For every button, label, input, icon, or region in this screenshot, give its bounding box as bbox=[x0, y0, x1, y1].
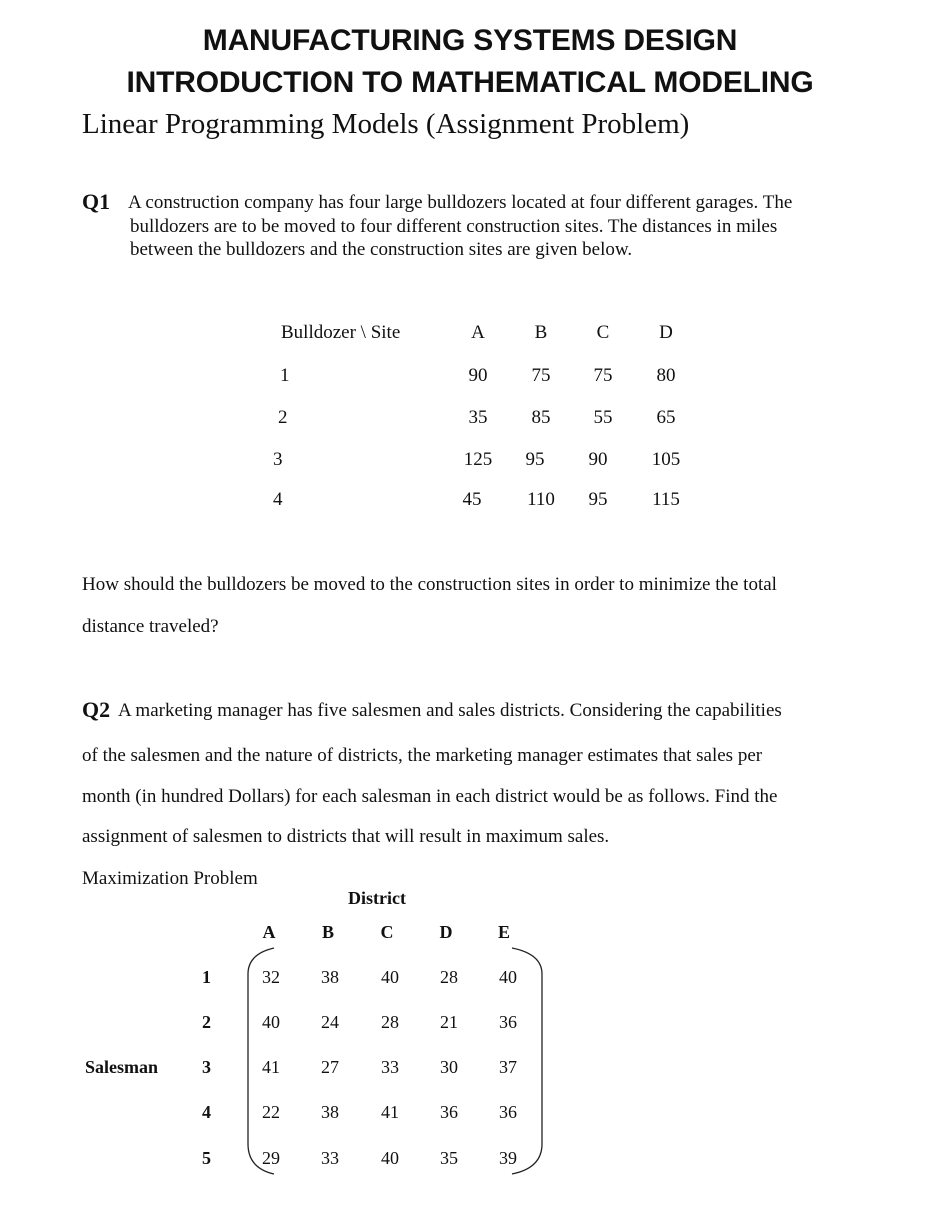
q1-text-line-3: between the bulldozers and the construction sites are given below. bbox=[130, 239, 633, 260]
q2-row-label: 2 bbox=[202, 1012, 211, 1032]
q1-question-line-1: How should the bulldozers be moved to the construction sites in order to minimize the total bbox=[82, 574, 777, 595]
q2-row-label: 3 bbox=[202, 1057, 211, 1077]
q1-cell: 65 bbox=[656, 407, 676, 428]
q2-cell: 36 bbox=[499, 1012, 517, 1032]
q1-cell: 35 bbox=[468, 407, 488, 428]
q2-row-group-label: Salesman bbox=[85, 1057, 159, 1077]
q1-row-label: 2 bbox=[278, 407, 288, 428]
q2-cell: 29 bbox=[262, 1148, 280, 1168]
q1-cell: 85 bbox=[531, 407, 551, 428]
q2-cell: 22 bbox=[262, 1102, 280, 1122]
q1-cell: 115 bbox=[652, 489, 680, 510]
q1-row-label: 3 bbox=[273, 449, 283, 470]
title-line-2: INTRODUCTION TO MATHEMATICAL MODELING bbox=[126, 66, 814, 99]
q2-cell: 40 bbox=[381, 1148, 399, 1168]
q1-col-header: D bbox=[659, 322, 673, 343]
q1-question-line-2: distance traveled? bbox=[82, 616, 219, 637]
q1-col-header: B bbox=[534, 322, 548, 343]
q1-cell: 90 bbox=[468, 365, 488, 386]
q1-col-header: C bbox=[596, 322, 610, 343]
q1-cell: 105 bbox=[651, 449, 681, 470]
q2-cell: 21 bbox=[440, 1012, 458, 1032]
q2-cell: 38 bbox=[321, 967, 339, 987]
q1-cell: 125 bbox=[463, 449, 493, 470]
q2-row-label: 4 bbox=[202, 1102, 211, 1122]
q1-row-label: 1 bbox=[280, 365, 290, 386]
q2-text-line-2: of the salesmen and the nature of districts, the marketing manager estimates that sales per bbox=[82, 745, 763, 766]
q2-cell: 39 bbox=[499, 1148, 517, 1168]
q2-col-header: A bbox=[262, 922, 276, 942]
q2-col-header: E bbox=[497, 922, 510, 942]
q2-col-header: B bbox=[321, 922, 334, 942]
q2-cell: 30 bbox=[440, 1057, 458, 1077]
q2-cell: 40 bbox=[499, 967, 517, 987]
q2-col-header: D bbox=[439, 922, 453, 942]
q1-col-header: A bbox=[471, 322, 485, 343]
q2-cell: 37 bbox=[499, 1057, 517, 1077]
q1-cell: 45 bbox=[462, 489, 482, 510]
q2-problem-type: Maximization Problem bbox=[82, 868, 258, 889]
q2-cell: 32 bbox=[262, 967, 280, 987]
q1-cell: 55 bbox=[593, 407, 613, 428]
q1-cell: 95 bbox=[525, 449, 545, 470]
q2-cell: 36 bbox=[499, 1102, 517, 1122]
q1-cell: 90 bbox=[588, 449, 608, 470]
q1-table-corner-header: Bulldozer \ Site bbox=[281, 322, 401, 343]
subtitle: Linear Programming Models (Assignment Problem) bbox=[82, 108, 690, 140]
q2-cell: 41 bbox=[262, 1057, 280, 1077]
q2-row-label: 5 bbox=[202, 1148, 211, 1168]
q2-col-header: C bbox=[380, 922, 394, 942]
q2-text-line-4: assignment of salesmen to districts that will result in maximum sales. bbox=[82, 826, 610, 847]
q2-cell: 33 bbox=[321, 1148, 339, 1168]
q2-row-label: 1 bbox=[202, 967, 211, 987]
q1-row-label: 4 bbox=[273, 489, 283, 510]
q2-cell: 41 bbox=[381, 1102, 399, 1122]
q1-text-line-1: A construction company has four large bulldozers located at four different garages. The bbox=[128, 192, 793, 213]
q1-cell: 75 bbox=[531, 365, 551, 386]
q1-cell: 75 bbox=[593, 365, 613, 386]
q2-column-group-label: District bbox=[348, 888, 406, 908]
q2-cell: 33 bbox=[381, 1057, 399, 1077]
q2-cell: 40 bbox=[381, 967, 399, 987]
q2-cell: 36 bbox=[440, 1102, 458, 1122]
q2-cell: 38 bbox=[321, 1102, 339, 1122]
q2-cell: 24 bbox=[321, 1012, 339, 1032]
q2-cell: 28 bbox=[440, 967, 458, 987]
q2-cell: 40 bbox=[262, 1012, 280, 1032]
q2-text-line-3: month (in hundred Dollars) for each salesman in each district would be as follows. Find the bbox=[82, 786, 778, 807]
q1-cell: 110 bbox=[527, 489, 555, 510]
title-line-1: MANUFACTURING SYSTEMS DESIGN bbox=[202, 24, 738, 57]
q2-cell: 27 bbox=[321, 1057, 339, 1077]
q1-cell: 95 bbox=[588, 489, 608, 510]
q2-text-line-1: A marketing manager has five salesmen and sales districts. Considering the capabilities bbox=[118, 700, 782, 721]
q1-cell: 80 bbox=[656, 365, 676, 386]
q2-label: Q2 bbox=[82, 697, 111, 722]
q2-cell: 28 bbox=[381, 1012, 399, 1032]
q1-label: Q1 bbox=[82, 189, 111, 214]
q2-cell: 35 bbox=[440, 1148, 458, 1168]
q1-text-line-2: bulldozers are to be moved to four different construction sites. The distances in miles bbox=[130, 216, 778, 237]
